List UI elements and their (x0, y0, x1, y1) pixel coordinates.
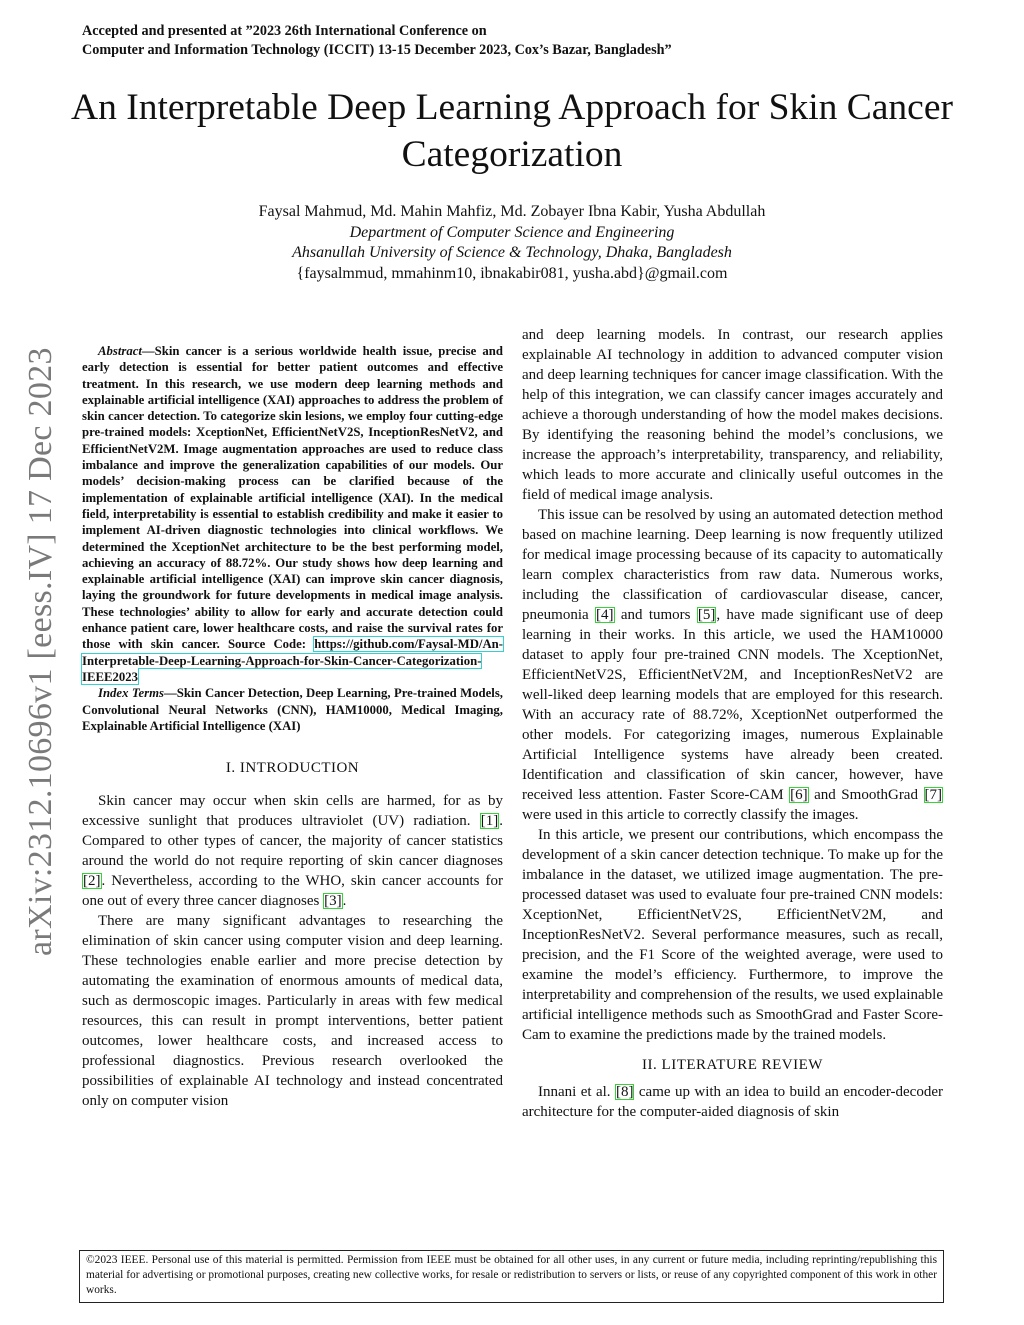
citation-2[interactable]: [2] (83, 873, 101, 890)
author-university: Ahsanullah University of Science & Technology, Dhaka, Bangladesh (292, 244, 732, 261)
intro-paragraph-4: In this article, we present our contributions, which encompass the development of a skin cancer detection technique. To make up for the imbalance in the dataset, we utilized image augmentation. The pre-processed dataset was used to evaluate four pre-trained CNN models: XceptionNet, EfficientNetV2S, EfficientNetV2M, and InceptionResNetV2. Several performance measures, such as recall, precision, and the F1 Score of the weighted average, were used to examine the model’s efficiency. Furthermore, to improve the interpretability and comprehension of the results, we used explainable artificial intelligence methods such as SmoothGrad and Faster Score-Cam to examine the predictions made by the trained models. (522, 827, 943, 1043)
copyright-notice: ©2023 IEEE. Personal use of this material is permitted. Permission from IEEE must be obtained for all other uses, in any current or future media, including reprinting/republishing this material for advertising or promotional purposes, creating new collective works, for resale or redistribution to servers or lists, or reuse of any copyrighted component of this work in other works. (79, 1250, 944, 1303)
intro-paragraph-1: Skin cancer may occur when skin cells are harmed, for as by excessive sunlight that produces ultraviolet (UV) radiation. [1]. Compared to other types of cancer, the majority of cancer statistics around the world do not require reporting of skin cancer diagnoses [2]. Nevertheless, according to the WHO, skin cancer accounts for one out of every three cancer diagnoses [3]. (82, 793, 503, 910)
citation-6[interactable]: [6] (790, 787, 808, 803)
right-column (522, 325, 943, 1122)
section-heading-literature-review: II. LITERATURE REVIEW (642, 1057, 823, 1073)
source-code-link[interactable]: https://github.com/Faysal-MD/An-Interpretable-Deep-Learning-Approach-for-Skin-Cancer-Categorization-IEEE2023 (82, 637, 503, 684)
author-emails: {faysalmmud, mmahinm10, ibnakabir081, yusha.abd}@gmail.com (296, 264, 728, 282)
intro-paragraph-2-continued: and deep learning models. In contrast, our research applies explainable AI technology in addition to advanced computer vision and deep learning techniques for cancer image classification. With the help of this integration, we can classify cancer images accurately and achieve a thorough understanding of how the model makes decisions. By identifying the reasoning behind the model’s conclusions, we increase the approach’s interpretability, transparency, and reliability, which leads to more accurate and clinically useful outcomes in the field of medical image analysis. (522, 327, 943, 503)
notice-line-1: Accepted and presented at ”2023 26th International Conference on (82, 23, 487, 39)
abstract-text: —Skin cancer is a serious worldwide health issue, precise and early detection is essential for better patient outcomes and effective treatment. In this research, we use modern deep learning methods and explainable artificial intelligence (XAI) approaches to address the problem of skin cancer detection. To categorize skin lesions, we employ four cutting-edge pre-trained models: XceptionNet, EfficientNetV2S, InceptionResNetV2, and EfficientNetV2M. Image augmentation approaches are used to reduce class imbalance and improve the generalization capabilities of our models. Our models’ decision-making process can be clarified because of the implementation of explainable artificial intelligence (XAI). In the medical field, interpretability is essential to establish credibility and make it easier to implement AI-driven diagnostic technologies into clinical workflows. We determined the XceptionNet architecture to be the best performing model, achieving an accuracy of 88.72%. Our study shows how deep learning and explainable artificial intelligence (XAI) can improve skin cancer diagnosis, laying the groundwork for future developments in medical image analysis. These technologies’ ability to allow for early and accurate detection could enhance patient care, lower healthcare costs, and raise the survival rates for those with skin cancer. Source Code: (82, 344, 503, 652)
left-column (82, 343, 503, 1111)
citation-1[interactable]: [1] (480, 813, 499, 830)
intro-paragraph-2: There are many significant advantages to researching the elimination of skin cancer using computer vision and deep learning. These technologies enable earlier and more precise detection by automating the examination of enormous amounts of medical data, such as dermoscopic images. Particularly in areas with few medical resources, this can result in prompt interventions, better patient outcomes, lower healthcare costs, and increased access to professional diagnostics. Previous research overlooked the possibilities of explainable AI technology and instead concentrated only on computer vision (82, 913, 503, 1110)
citation-8[interactable]: [8] (615, 1084, 634, 1100)
introduction-left (82, 791, 503, 1111)
paper-title: An Interpretable Deep Learning Approach for Skin Cancer Categorization (71, 87, 953, 175)
notice-line-2: Computer and Information Technology (ICCIT) 13-15 December 2023, Cox’s Bazar, Bangladesh” (82, 41, 672, 58)
author-names: Faysal Mahmud, Md. Mahin Mahfiz, Md. Zobayer Ibna Kabir, Yusha Abdullah (258, 203, 766, 220)
introduction-right (522, 325, 943, 1045)
index-terms-label: Index Terms (98, 686, 164, 701)
arxiv-stamp: arXiv:2312.10696v1 [eess.IV] 17 Dec 2023 (22, 347, 59, 956)
index-terms-text: —Skin Cancer Detection, Deep Learning, Pre-trained Models, Convolutional Neural Networks (CNN), HAM10000, Medical Imaging, Explainable Artificial Intelligence (XAI) (82, 686, 503, 733)
citation-4[interactable]: [4] (596, 607, 614, 623)
section-heading-introduction: I. INTRODUCTION (225, 760, 360, 777)
abstract (82, 343, 503, 734)
abstract-label: Abstract (98, 344, 142, 358)
citation-7[interactable]: [7] (924, 787, 942, 803)
author-department: Department of Computer Science and Engineering (349, 223, 675, 241)
author-block (60, 202, 964, 284)
conference-notice (82, 22, 962, 59)
intro-paragraph-3: This issue can be resolved by using an automated detection method based on machine learning. Deep learning is now frequently utilized for medical image processing because of its capacity to automatically learn complex characteristics from raw data. Numerous works, including the classification of cardiovascular disease, cancer, pneumonia [4] and tumors [5], have made significant use of deep learning in their works. In this article, we used the HAM10000 dataset to apply four pre-trained CNN models. The XceptionNet, EfficientNetV2S, EfficientNetV2M, and InceptionResNetV2 are well-liked deep learning models that are employed for this research. With an accuracy rate of 88.72%, XceptionNet outperformed the other models. For categorizing images, numerous Explainable Artificial Intelligence systems have already been created. Identification and classification of skin cancer, however, have received less attention. Faster Score-CAM [6] and SmoothGrad [7] were used in this article to correctly classify the images. (522, 507, 944, 823)
citation-3[interactable]: [3] (324, 893, 342, 910)
literature-review (522, 1082, 943, 1122)
citation-5[interactable]: [5] (697, 607, 716, 623)
literature-paragraph-1: Innani et al. [8] came up with an idea to build an encoder-decoder architecture for the computer-aided diagnosis of skin (522, 1084, 943, 1120)
